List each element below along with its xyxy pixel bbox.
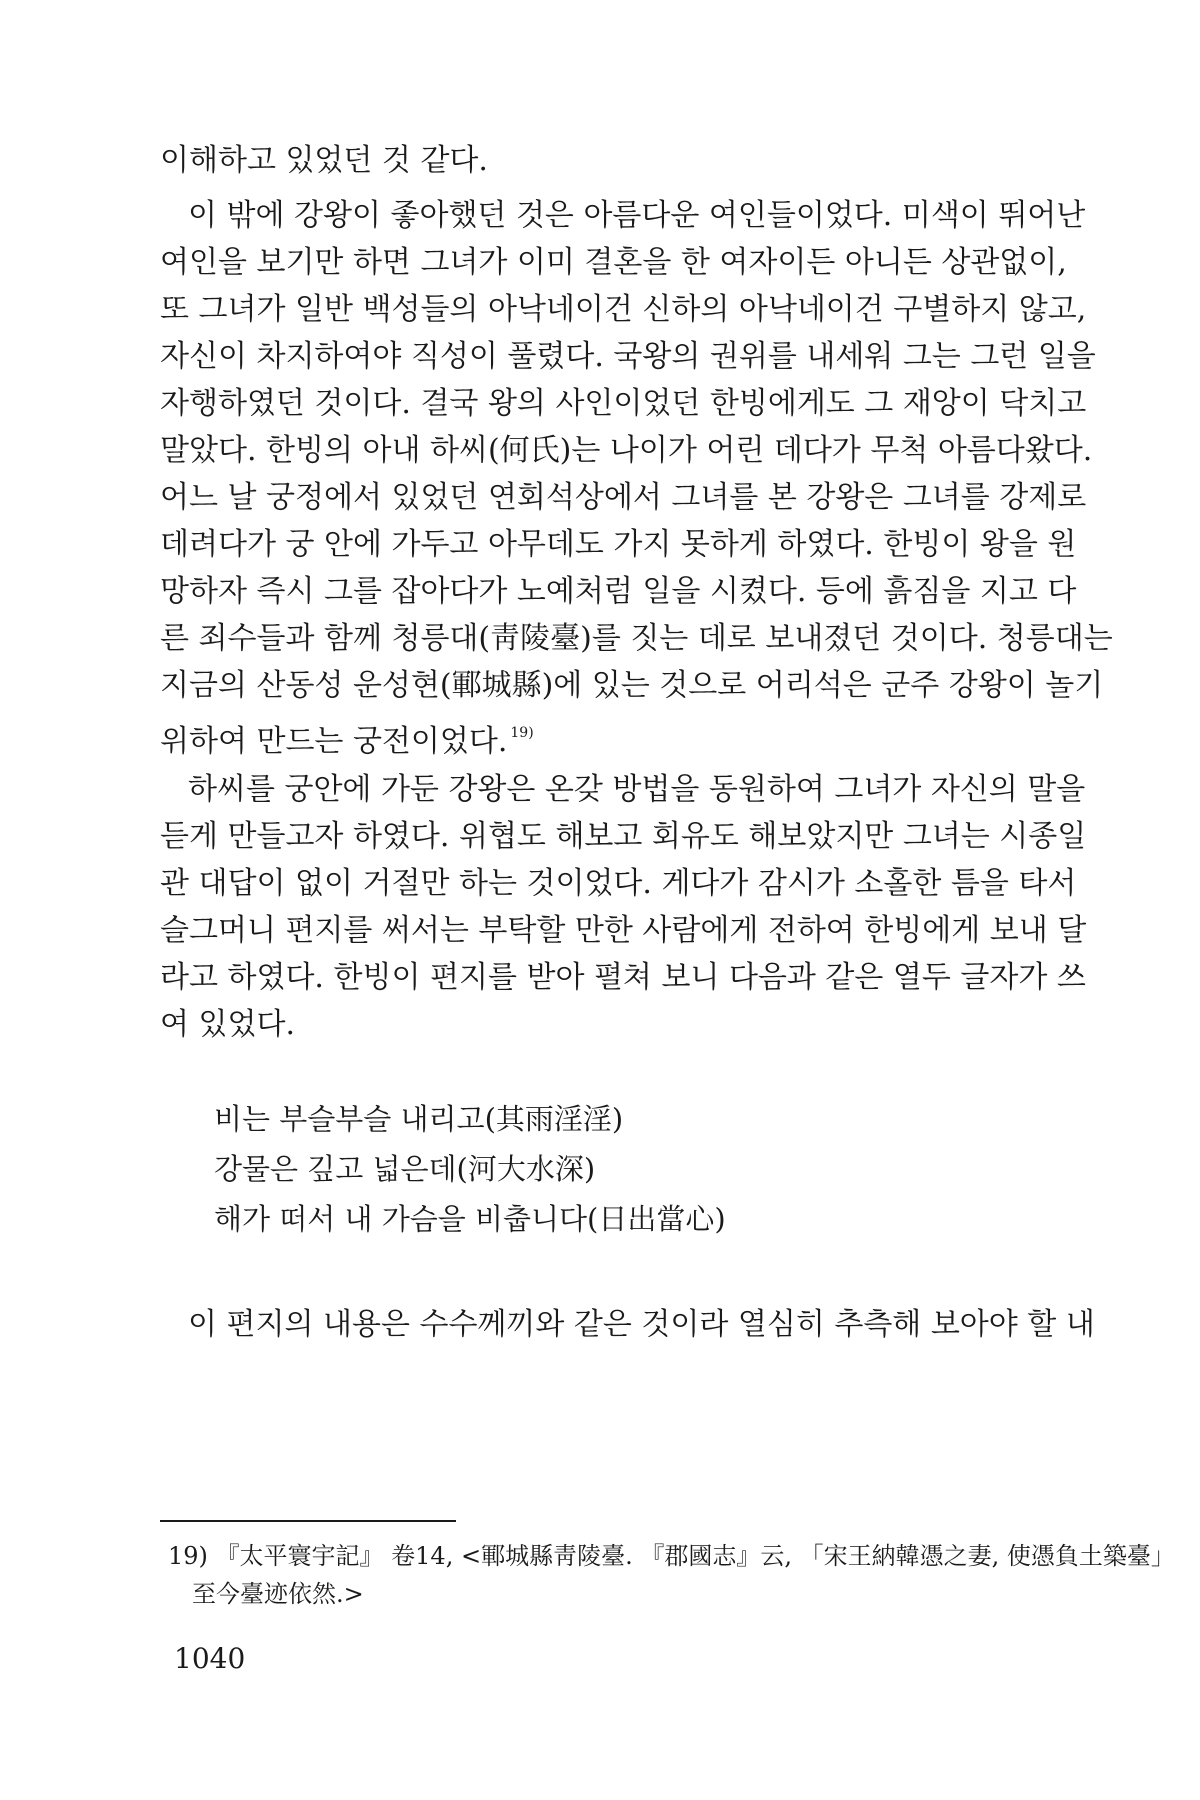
poem-line: 비는 부슬부슬 내리고(其雨淫淫)	[214, 1102, 624, 1136]
body-line: 하씨를 궁안에 가둔 강왕은 온갖 방법을 동원하여 그녀가 자신의 말을	[188, 772, 1086, 807]
poem-line: 강물은 깊고 넓은데(河大水深)	[214, 1152, 596, 1186]
footnote-reference[interactable]: 19)	[510, 725, 534, 741]
body-line: 어느 날 궁정에서 있었던 연회석상에서 그녀를 본 강왕은 그녀를 강제로	[160, 480, 1087, 515]
body-line: 지금의 산동성 운성현(鄆城縣)에 있는 것으로 어리석은 군주 강왕이 놀기	[160, 668, 1104, 703]
body-line: 이해하고 있었던 것 같다.	[160, 143, 488, 178]
body-line: 여인을 보기만 하면 그녀가 이미 결혼을 한 여자이든 아니든 상관없이,	[160, 245, 1067, 280]
body-line: 데려다가 궁 안에 가두고 아무데도 가지 못하게 하였다. 한빙이 왕을 원	[160, 527, 1077, 562]
body-line: 자신이 차지하여야 직성이 풀렸다. 국왕의 권위를 내세워 그는 그런 일을	[160, 339, 1096, 374]
body-line: 여 있었다.	[160, 1007, 295, 1042]
body-line: 듣게 만들고자 하였다. 위협도 해보고 회유도 해보았지만 그녀는 시종일	[160, 819, 1087, 854]
body-line: 또 그녀가 일반 백성들의 아낙네이건 신하의 아낙네이건 구별하지 않고,	[160, 292, 1087, 327]
footnote-divider	[160, 1520, 456, 1522]
body-line: 이 밖에 강왕이 좋아했던 것은 아름다운 여인들이었다. 미색이 뛰어난	[188, 198, 1086, 233]
body-line: 라고 하였다. 한빙이 편지를 받아 펼쳐 보니 다음과 같은 열두 글자가 쓰	[160, 960, 1086, 995]
body-line: 른 죄수들과 함께 청릉대(靑陵臺)를 짓는 데로 보내졌던 것이다. 청릉대는	[160, 621, 1113, 656]
body-line-text: 위하여 만드는 궁전이었다.	[160, 724, 508, 759]
body-line: 망하자 즉시 그를 잡아다가 노예처럼 일을 시켰다. 등에 흙짐을 지고 다	[160, 574, 1077, 609]
page-number: 1040	[174, 1642, 246, 1675]
body-line	[160, 713, 1053, 759]
footnote-line: 至今臺迹依然.>	[192, 1580, 364, 1608]
body-line: 이 편지의 내용은 수수께끼와 같은 것이라 열심히 추측해 보아야 할 내	[188, 1307, 1095, 1342]
body-line: 말았다. 한빙의 아내 하씨(何氏)는 나이가 어린 데다가 무척 아름다왔다.	[160, 433, 1093, 468]
body-line: 관 대답이 없이 거절만 하는 것이었다. 게다가 감시가 소홀한 틈을 타서	[160, 866, 1077, 901]
footnote-line: 19) 『太平寰宇記』 卷14, <鄆城縣靑陵臺. 『郡國志』云, 「宋王納韓憑之妻, 使憑負土築臺」	[168, 1542, 1175, 1570]
poem-line: 해가 떠서 내 가슴을 비춥니다(日出當心)	[214, 1202, 726, 1236]
body-line: 자행하였던 것이다. 결국 왕의 사인이었던 한빙에게도 그 재앙이 닥치고	[160, 386, 1087, 421]
body-line: 슬그머니 편지를 써서는 부탁할 만한 사람에게 전하여 한빙에게 보내 달	[160, 913, 1087, 948]
